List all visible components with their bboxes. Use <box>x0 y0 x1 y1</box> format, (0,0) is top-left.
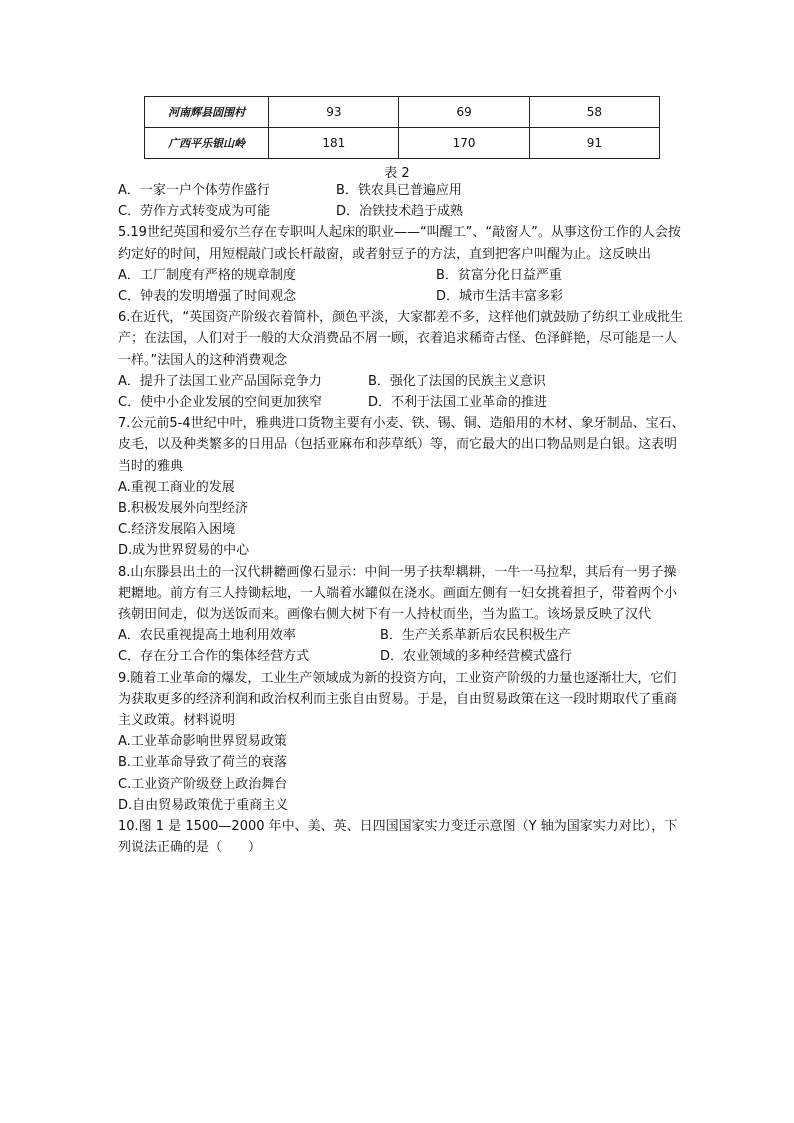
q9-option-d: D.自由贸易政策优于重商主义 <box>118 797 289 813</box>
q4-options-row-2 <box>118 201 688 222</box>
q7-option-c: C.经济发展陷入困境 <box>118 522 236 538</box>
q6-option-d: D．不利于法国工业革命的推进 <box>368 395 548 411</box>
table-cell-value: 69 <box>399 97 529 128</box>
q7-option-d: D.成为世界贸易的中心 <box>118 543 250 559</box>
q8-options-row-1 <box>118 625 688 646</box>
table-row <box>145 97 660 128</box>
q6-option-a: A．提升了法国工业产品国际竞争力 <box>118 373 322 389</box>
table-cell-place: 河南辉县固围村 <box>145 97 269 128</box>
q5-stem: 5.19世纪英国和爱尔兰存在专职叫人起床的职业——“叫醒工”、“敲窗人”。从事这份工作的人会按约定好的时间，用短棍敲门或长杆敲窗，或者射豆子的方法，直到把客户叫醒为止。这反映出 <box>118 225 681 262</box>
table-cell-value: 58 <box>529 97 659 128</box>
q8-options-row-2 <box>118 646 688 667</box>
q5-option-a: A．工厂制度有严格的规章制度 <box>118 267 296 283</box>
q4-option-b: B．铁农具已普遍应用 <box>336 183 462 198</box>
q8-option-c: C．存在分工合作的集体经营方式 <box>118 649 310 665</box>
q4-option-a: A．一家一户个体劳作盛行 <box>118 183 270 198</box>
table-cell-value: 93 <box>269 97 399 128</box>
q8-stem: 8.山东滕县出土的一汉代耕耱画像石显示：中间一男子扶犁耦耕，一牛一马拉犁，其后有一男子操耙耱地。前方有三人持锄耘地，一人端着水罐似在浇水。画面左侧有一妇女挑着担子，带着两个小孩朝田间走，似为送饭而来。画像右侧大树下有一人持杖而坐，当为监工。该场景反映了汉代 <box>118 564 678 623</box>
q7-option-a: A.重视工商业的发展 <box>118 479 235 495</box>
q4-option-d: D．冶铁技术趋于成熟 <box>336 204 464 220</box>
data-table <box>144 96 660 159</box>
q6-stem: 6.在近代，“英国资产阶级衣着简朴，颜色平淡，大家都差不多，这样他们就鼓励了纺织工业成批生产；在法国，人们对于一般的大众消费品不屑一顾，衣着追求稀奇古怪、色泽鲜艳，尽可能是一人一样。”法国人的这种消费观念 <box>118 310 684 368</box>
q9-option-b: B.工业革命导致了荷兰的衰落 <box>118 755 288 771</box>
q5-option-c: C．钟表的发明增强了时间观念 <box>118 289 297 305</box>
table-cell-value: 91 <box>529 128 659 159</box>
table-caption: 表 2 <box>384 166 410 181</box>
q9-option-c: C.工业资产阶级登上政治舞台 <box>118 776 288 792</box>
table-cell-value: 181 <box>269 128 399 159</box>
q9-option-a: A.工业革命影响世界贸易政策 <box>118 734 287 750</box>
q5-options-row-1 <box>118 265 688 286</box>
q5-option-b: B．贫富分化日益严重 <box>436 267 562 283</box>
q6-option-b: B．强化了法国的民族主义意识 <box>368 373 546 389</box>
q6-options-row-2 <box>118 392 688 413</box>
q5-option-d: D．城市生活丰富多彩 <box>436 289 564 305</box>
q8-option-b: B．生产关系革新后农民积极生产 <box>380 628 571 644</box>
q6-option-c: C．使中小企业发展的空间更加狭窄 <box>118 395 323 411</box>
table-row <box>145 128 660 159</box>
q6-options-row-1 <box>118 371 688 392</box>
table-cell-place: 广西平乐银山岭 <box>145 128 269 159</box>
q5-options-row-2 <box>118 286 688 307</box>
q7-stem: 7.公元前5-4世纪中叶，雅典进口货物主要有小麦、铁、锡、铜、造船用的木材、象牙制品、宝石、皮毛，以及种类繁多的日用品（包括亚麻布和莎草纸）等，而它最大的出口物品则是白银。这表明当时的雅典 <box>118 416 685 474</box>
q7-option-b: B.积极发展外向型经济 <box>118 501 249 517</box>
q8-option-d: D．农业领域的多种经营模式盛行 <box>380 649 573 665</box>
table-cell-value: 170 <box>399 128 529 159</box>
question-content <box>118 180 688 859</box>
q10-stem: 10.图 1 是 1500—2000 年中、美、英、日四国国家实力变迁示意图（Y 轴为国家实力对比），下列说法正确的是（ ） <box>118 819 678 856</box>
q8-option-a: A．农民重视提高土地利用效率 <box>118 628 296 644</box>
q4-option-c: C．劳作方式转变成为可能 <box>118 204 271 220</box>
q4-options-row-1 <box>118 180 688 201</box>
q9-stem: 9.随着工业革命的爆发，工业生产领域成为新的投资方向，工业资产阶级的力量也逐渐壮大，它们为获取更多的经济利润和政治权利而主张自由贸易。于是，自由贸易政策在这一段时期取代了重商主义政策。材料说明 <box>118 670 678 729</box>
